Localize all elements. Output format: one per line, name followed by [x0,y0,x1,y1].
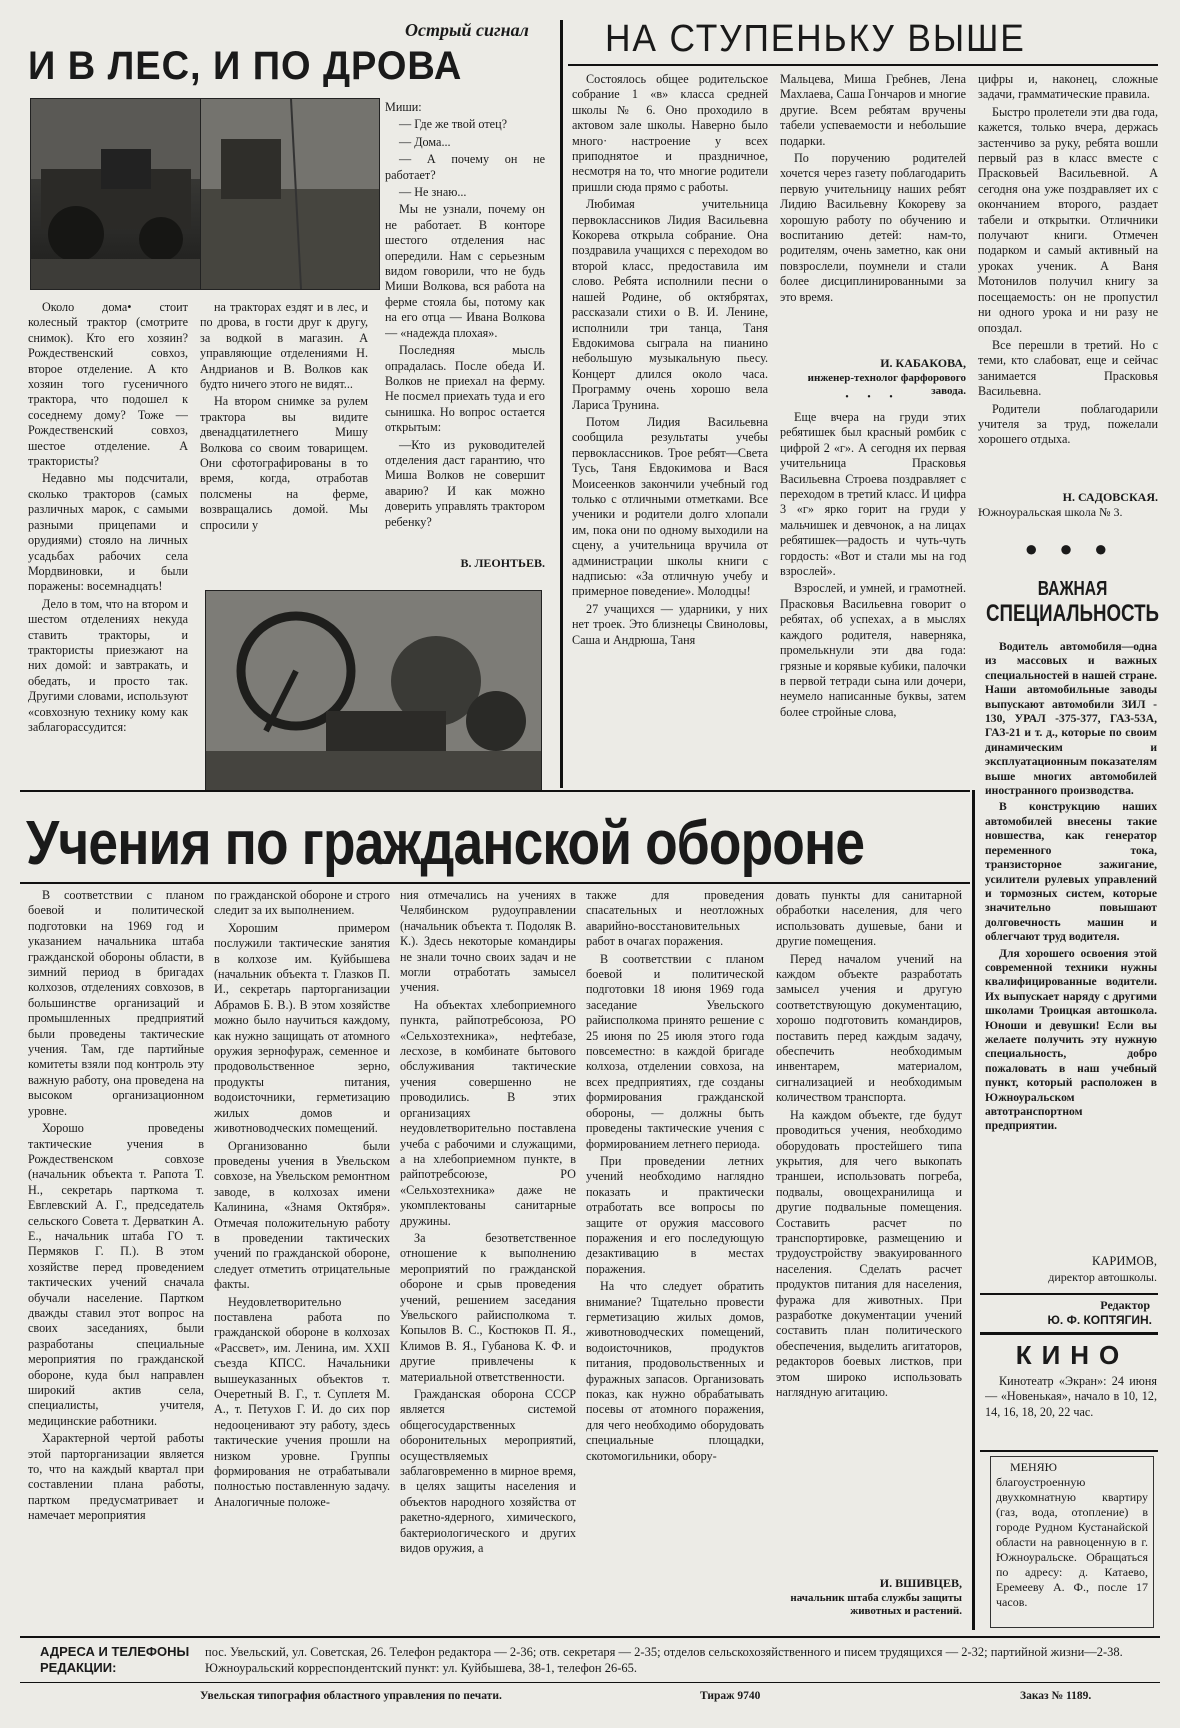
sidebar-p3: Для хорошего освоения этой современной техники нужны квалифицированные водители. Их выпускает наряду с другими школами Троицкая автошкола. Юноши и девушки! Если вы желаете получить эту нужную специальность, добро пожаловать в наш учебный пункт, который расположен в Южноуральском автотранспортном предприятии. [985,946,1157,1133]
main-col4-p4: На что следует обратить внимание? Тщательно провести герметизацию жилых домов, животноводческих помещений, водоисточников, продуктов питания, продовольственных и фуражных запасов. Организовать показ, как нужно обрабатывать посевы от атомного поражения, для чего необходимо оборудовать специальные площадки, скотомогильники, обору- [586,1279,764,1463]
ad-text [996,1460,1148,1628]
ad-text-p: МЕНЯЮ благоустроенную двухкомнатную квартиру (газ, вода, отопление) в городе Рудном Кустанайской области на равноценную в г. Южноуральске. Обращаться по адресу: д. Катаево, Еремееву А. Ф., после 17 часов. [996,1460,1148,1609]
tl-col3 [385,100,545,550]
tr-separator-dots: • • • [845,392,901,403]
main-signature: И. ВШИВЦЕВ, [879,1576,962,1590]
tl-col3-p8: —Кто из руководителей отделения даст гарантию, что Миша Волков не совершит аварию? И как можно доверить управлять трактором ребенку? [385,437,545,529]
rule-footer-mid [20,1682,1160,1683]
rule-above-main [20,790,970,792]
main-col4-p3: При проведении летних учений необходимо наглядно показать и практически отработать все вопросы по защите от оружия массового поражения и его последующую дезактивацию в местах поражения. [586,1153,764,1276]
main-col2-p3: Организованно были проведены учения в Увельском совхозе, на Увельском ремонтном заводе, в колхозах имени Калинина, «Знамя Октября». Отмечая положительную работу в проведении тактических учений по гражданской обороне, следует отметить отрицательные факты. [214,1138,390,1292]
main-col4-p2: В соответствии с планом боевой и политической подготовки 18 июня 1969 года заседание Увельского райисполкома принято решение с 25 июня по 25 июля этого года повсеместно: в каждой бригаде колхоза, отделении совхоза, на всех предприятиях, где созданы формирования гражданской обороны, — должны быть проведены тактические учения с формированием летнего периода. [586,951,764,1151]
editor-name: Ю. Ф. КОПТЯГИН. [1047,1313,1152,1327]
main-col2 [214,888,390,1628]
rule-under-main-headline [20,882,970,884]
tl-col1 [28,300,188,790]
headline-civil-defense: Учения по гражданской обороне [26,809,865,878]
tl-col1-p1: Около дома• стоит колесный трактор (смотрите снимок). Кто его хозяин? Рождественский совхоз, второе отделение. А кто хозяин того гусеничного трактора, что подошел к соседнему дому? Тоже — Рождественский совхоз, шестое отделение. А трактористы? [28,300,188,469]
sidebar-headline-1: ВАЖНАЯ [1037,578,1108,600]
main-col5-p2: Перед началом учений на каждом объекте разработать замысел учения и другую соответствующую документацию, хорошо подготовить командиров, поставить перед каждым задачу, обеспечить необходимым инвентарем, материалом, сигнализацией и необходимым количеством транспорта. [776,951,962,1105]
tractor-photo-1b [200,98,380,290]
main-col2-p2: Хорошим примером послужили тактические занятия в колхозе им. Куйбышева (начальник объекта т. Глазков П. И., секретарь парторганизации Абрамов Б. В.). В этом хозяйстве можно было научиться каждому, как нужно защищать от атомного оружия зернофураж, семенное и продовольственное зерно, продукты питания, водоисточники, герметизацию жилых домов и животноводческих помещений. [214,920,390,1136]
tr-col1-p1: Состоялось общее родительское собрание 1 «в» класса средней школы № 6. Оно проходило в актовом зале школы. Наверно было много· настроение у всех приподнятое и праздничное, несмотря на то, что многие родители пришли сюда прямо с работы. [572,72,768,194]
tractor-photo-2 [205,590,542,792]
tl-col3-p2: — Где же твой отец? [399,117,507,132]
tr-col3-p1: цифры и, наконец, сложные задачи, грамматические правила. [978,72,1158,102]
tl-col3-p1: Миши: [385,100,422,114]
tr-col1 [572,72,768,786]
main-col3-p1: ния отмечались на учениях в Челябинском рудоуправлении (начальник объекта т. Подоляк В. К.). Здесь некоторые командиры не знали точно своих задач и не могли отработать замысел учения. [400,888,576,995]
tr-col2b-p1: Еще вчера на груди этих ребятишек был красный ромбик с цифрой 2 «г». А сегодня их первая учительница Прасковья Васильевна Строева поздравляет с переходом в третий класс. И цифра 3 «г» ярко горит на груди у мальчишек и девчонок, а на лицах ребятишек—радость и чуть-чуть гордость: «Вот и стали мы на год взрослей». [780,410,966,579]
tractor-photo-1b-image [201,99,379,289]
tr-col2-p2: По поручению родителей хочется через газету поблагодарить первую учительницу наших ребят Лидию Васильевну Кокореву за хорошую работу по обучению и воспитанию детей: нам-то, родителям, очень заметно, как они повзрослели, поумнели и стали более дисциплинированными за это время. [780,151,966,304]
rubric-label: Острый сигнал [405,20,529,40]
main-col3-p4: Гражданская оборона СССР является системой общегосударственных оборонительных мероприятий, осуществляемых заблаговременно в мирное время, в целях защиты населения и объектов народного хозяйства от ракетно-ядерного, химического, бактериологического и других видов оружия, а [400,1387,576,1556]
tl-col2-p1: на тракторах ездят и в лес, и по дрова, в гости друг к другу, за водкой в магазин. А управляющие отделениями Н. Андрианов и В. Волков как будто ничего этого не видят... [200,300,368,392]
main-col4 [586,888,764,1628]
sidebar-body [985,640,1157,1252]
tr-col2-p1: Мальцева, Миша Гребнев, Лена Махлаева, Саша Гончаров и многие другие. Всем ребятам вручены табели успеваемости и небольшие подарки. [780,72,966,148]
tl-col3-p3: — Дома... [399,134,451,149]
divider-top-center [560,20,563,788]
main-col1 [28,888,204,1628]
rule-editor-top [980,1293,1158,1295]
main-col3-p2: На объектах хлебоприемного пункта, райпотребсоюза, РО «Сельхозтехника», нефтебазе, лесхозе, в комбинате бытового обслуживания тактические учения совершенно не проводились. В этих организациях неудовлетворительно поставлена учеба с рабочими и служащими, а на хлебоприемном пункте, в райпотребсоюзе, РО «Сельхозтехника» даже не укомплектованы санитарные дружины. [400,997,576,1228]
sidebar-p2: В конструкцию наших автомобилей внесены такие новшества, как генератор переменного тока, транзисторное зажигание, усилители рулевых управлений и тормозных систем, которые значительно повышают долговечность машин и облегчают труд водителя. [985,800,1157,944]
tl-col1-p2: Недавно мы подсчитали, сколько тракторов (самых различных марок, с самыми разными прицепами и орудиями) стояло на личных усадьбах рабочих села Мордвиновки, и были поражены: восемнадцать! [28,471,188,594]
main-signature-title: начальник штаба службы защиты животных и растений. [790,1592,962,1617]
sidebar-dots: ● ● ● [1024,536,1116,561]
footer-order: Заказ № 1189. [1020,1690,1092,1702]
tl-col2-p2: На втором снимке за рулем трактора вы видите двенадцатилетнего Мишу Волкова со своим товарищем. Они сфотографированы в то время, когда, отработав полсмены на ферме, возвращались домой. Мы спросили у [200,394,368,532]
tr-col1-p4: 27 учащихся — ударники, у них нет троек. Это близнецы Свиноловы, Саша и Андрюша, Таня [572,601,768,647]
tr-col1-p2: Любимая учительница первоклассников Лидия Васильевна Кокорева открыла собрание. Она поздравила учащихся с переходом во второй класс, предоставила им слово. Ребята исполнили песни о нашей Родине, об октябрятах, рассказали стихи о В. И. Ленине, исполнили три танца, Таня Евдокимова сыграла на пианино небольшую музыкальную пьесу. Концерт длился около часа. Программу очень хорошо вела Лариса Трунина. [572,197,768,412]
headline-forest: И В ЛЕС, И ПО ДРОВА [28,44,463,88]
tl-col3-p4: — А почему он не работает? [385,152,545,182]
tr-sig1-title: инженер-технолог фарфорового завода. [807,372,966,397]
tl-col3-p6: Мы не узнали, почему он не работает. В конторе шестого отделения нас опередили. Нам с серьезным видом говорили, что не будь Миши Волкова, вся работа на ферме стояла бы, потому как на его отца — Ивана Волкова — «надежда плохая». [385,202,545,340]
tr-col2b-p2: Взрослей, и умней, и грамотней. Прасковья Васильевна говорит о ребятах, об успехах, а в мыслях каждого родителя, наверняка, промелькнули эти два года: грязные и корявые кубики, палочки в первой тетради сына или дочери, неумело написанные буквы, затем более стройные слова, [780,581,966,719]
main-col2-p1: по гражданской обороне и строго следит за их выполнением. [214,888,390,918]
tr-col3-p4: Родители поблагодарили учителя за труд, пожелали хорошего отдыха. [978,401,1158,447]
sidebar-headline-2: СПЕЦИАЛЬНОСТЬ [986,600,1159,627]
footer-printer: Увельская типография областного управления по печати. [200,1690,502,1702]
divider-main-right [972,790,975,1630]
tl-col1-p3: Дело в том, что на втором и шестом отделениях некуда ставить тракторы, и трактористы приезжают на них домой: и завтракать, и обедать, и просто так. Другими словами, используют «совхозную технику кому как заблагорассудится: [28,596,188,734]
tr-sig2-title: Южноуральская школа № 3. [978,505,1123,519]
main-col4-p1: также для проведения спасательных и неотложных аварийно-восстановительных работ в очагах поражения. [586,888,764,949]
tl-col3-p7: Последняя мысль опрадалась. После обеда И. Волков не приехал на ферму. Не посмел приехать туда и его сынишка. Но вопрос остается открытым: [385,343,545,435]
tr-col3-p3: Все перешли в третий. Но с теми, кто слабоват, еще и сейчас занимается Прасковья Васильевна. [978,337,1158,399]
main-col3-p3: За безответственное отношение к выполнению мероприятий по гражданской обороне и срыв проведения учений, решением заседания Увельского райисполкома т. Копылов В. С., Костюков П. Я., Климов В. Я., Губанова К. Ф. и другие привлечены к материальной ответственности. [400,1230,576,1384]
rule-footer-top [20,1636,1160,1638]
tr-col3-p2: Быстро пролетели эти два года, кажется, только вчера, держась застенчиво за руку, ребята вошли первый раз в класс вместе с Прасковьей Васильевной. А сегодня она уже поздравляет их с окончанием второго, раздает табели и открытки. Отличники получают книги. Отмечен подарком и самый активный на уроках ученик. А Ваня Мотонилов получил книгу за посещаемость: он не пропустил ни одного урока и ни разу не опоздал. [978,104,1158,335]
footer-label: АДРЕСА И ТЕЛЕФОНЫ РЕДАКЦИИ: [40,1644,190,1675]
editor-label: Редактор [1100,1298,1150,1312]
tractor-photo-1 [30,98,202,290]
sidebar-signature-title: директор автошколы. [1048,1270,1157,1284]
tr-sig1-name: И. КАБАКОВА, [880,356,966,370]
tr-col2b [780,410,966,786]
tr-col1-p3: Потом Лидия Васильевна сообщила результаты учебы первоклассников. Трое ребят—Света Тусь, Таня Евдокимова и Вася Моисеенков закончили учебный год только с отличными отметками. Все ученики и родители долго хлопали им, пока они по одному выходили на сцену, а учительница вручила от администрации школы книги с надписью: «За отличную учебу и примерное поведение». Молодцы! [572,414,768,599]
tl-col3-p5: — Не знаю... [399,185,467,200]
main-col1-p3: Характерной чертой работы этой парторганизации является то, что на каждый квартал при составлении плана работы, партком предусматривает и намечает мероприятия [28,1431,204,1523]
tractor-photo-1-image [31,99,201,289]
footer-circulation: Тираж 9740 [700,1690,761,1702]
tl-col2 [200,300,368,590]
main-col5-p3: На каждом объекте, где будут проводиться учения, необходимо оборудовать простейшего типа укрытия, для чего выкопать траншеи, использовать погреба, подвалы, овощехранилища и другие подвальные помещения. Составить расчет по транспортировке, размещению и трудоустройству эвакуированного населения. Сделать расчет продуктов питания для населения, фуража для животных. При разработке документации учений составить план политического обеспечения, выделить агитаторов, редакторов боевых листков, при этом широко использовать наглядную агитацию. [776,1107,962,1399]
sidebar-signature: КАРИМОВ, [1092,1254,1157,1268]
sidebar-p1: Водитель автомобиля—одна из массовых и важных специальностей в нашей стране. Наши автомобильные заводы выпускают автомобили ЗИЛ - 130, УРАЛ -375-377, ГАЗ-53А, ГАЗ-21 и т. д., которые по своим динамическим и эксплуатационным показателям выше многих автомобилей иностранного производства. [985,640,1157,798]
main-col2-p4: Неудовлетворительно поставлена работа по гражданской обороне в колхозах «Рассвет», им. Ленина, им. XXII съезда КПСС. Начальники вышеуказанных объектов т. Очеретный В. Г., т. Суплетя М. А., т. Петухов Г. И. до сих пор недооценивают эту работу, здесь тактические учения прошли на низком уровне. Группы формирования не отрабатывали полностью поставленную задачу. Аналогичные положе- [214,1294,390,1509]
main-col5 [776,888,962,1568]
kino-text-p: Кинотеатр «Экран»: 24 июня — «Новенькая», начало в 10, 12, 14, 16, 18, 20, 22 час. [985,1374,1157,1419]
rule-ad-top [980,1450,1158,1452]
kino-text [985,1374,1157,1422]
rule-under-headline-right [568,64,1158,66]
tr-col2 [780,72,966,348]
tr-sig2-name: Н. САДОВСКАЯ. [1062,490,1158,504]
main-col1-p1: В соответствии с планом боевой и политической подготовки на 1969 год и указанием начальника штаба гражданской обороны области, в зимний период в бригадах колхозов, отделениях совхозов, в большинстве организаций и промышленных предприятий были проведены тактические учения. Там, где партийные комитеты взяли под контроль эту важную работу, она проведена на высоком организационном уровне. [28,888,204,1118]
rule-editor-bottom [980,1332,1158,1335]
main-col3 [400,888,576,1628]
main-col1-p2: Хорошо проведены тактические учения в Рождественском совхозе (начальник объекта т. Рапота Т. Н., секретарь парткома т. Евглевский А. Г., председатель сельского Совета т. Дерваткин А. Е., начальник штаба ГО т. Пермяков Г. П.). В этом хозяйстве перед проведением тактических учений сначала обучали население. Партком дважды ставил этот вопрос на своих заседаниях, были разработаны специальные мероприятия по гражданской обороне, куда был направлен широкий актив села, специалисты, учителя, медицинские работники. [28,1121,204,1428]
kino-title: КИНО [1015,1340,1130,1370]
tr-col3 [978,72,1158,482]
main-col5-p1: довать пункты для санитарной обработки населения, для чего использовать душевые, бани и другие помещения. [776,888,962,949]
tl-signature: В. ЛЕОНТЬЕВ. [460,556,545,570]
tractor-photo-2-image [206,591,541,791]
headline-step-up: НА СТУПЕНЬКУ ВЫШЕ [605,18,1026,60]
footer-contacts: пос. Увельский, ул. Советская, 26. Телефон редактора — 2-36; отв. секретаря — 2-35; отделов сельскохозяйственного и писем трудящихся — 2-32; партийной жизни—2-38. Южноуральский корреспондентский пункт: ул. Куйбышева, 38-1, телефон 26-65. [205,1645,1123,1675]
